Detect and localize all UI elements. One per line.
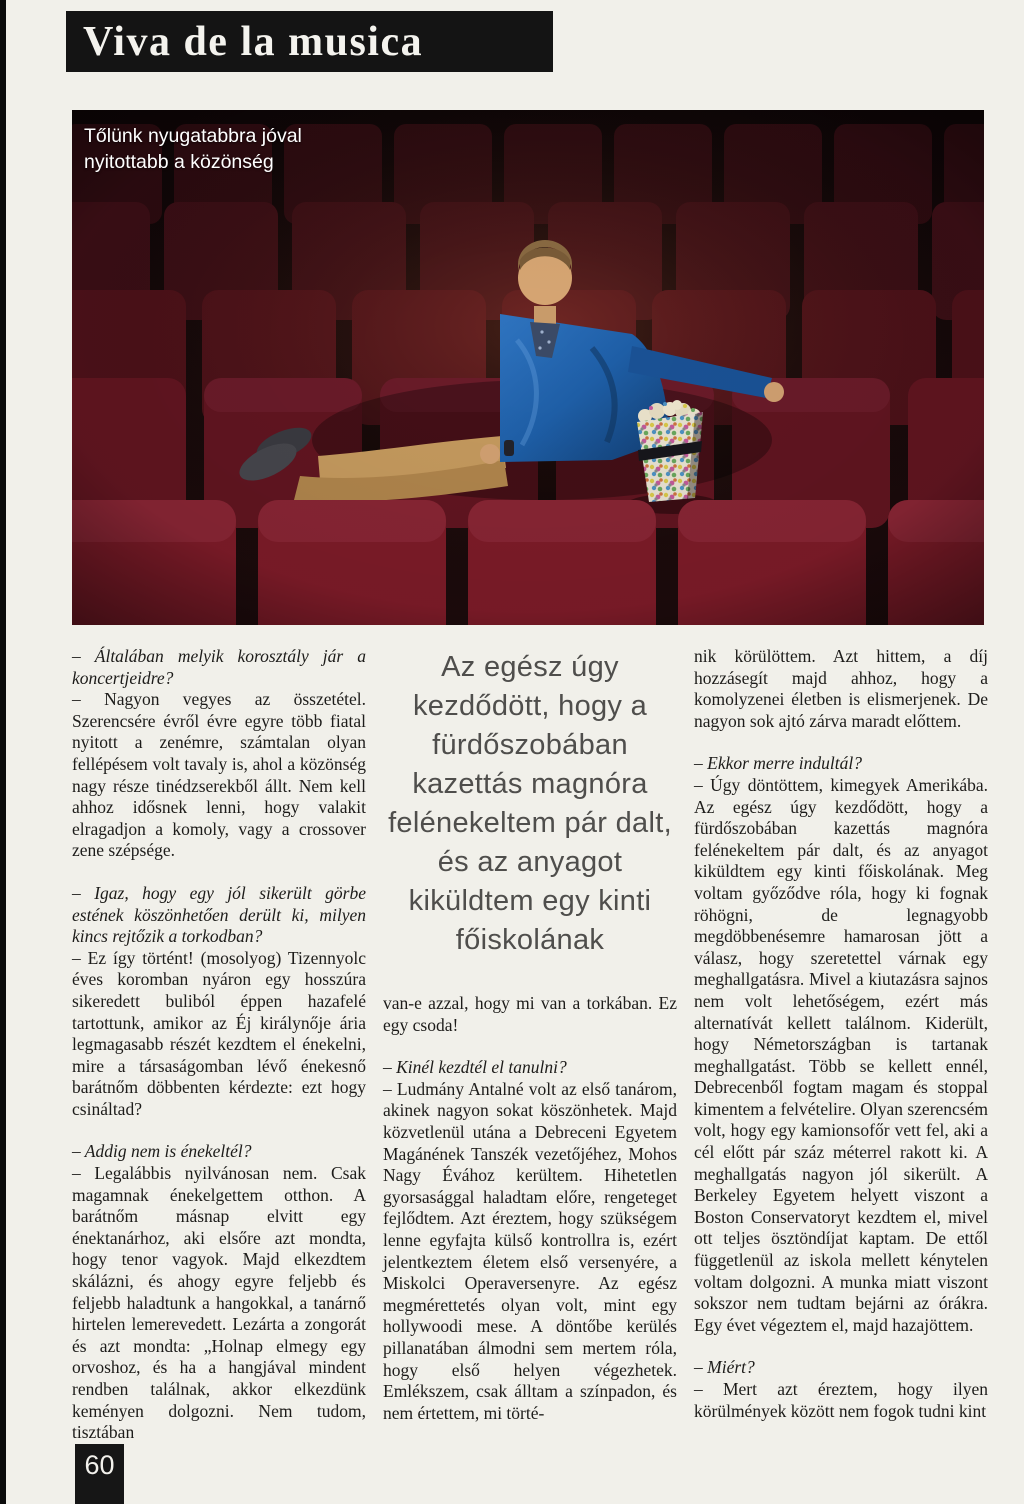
interview-answer: nik körülöttem. Azt hittem, a díj hozzásegít majd ahhoz, hogy a komolyzenei életben is elismerjenek. De nagyon sok ajtó zárva maradt előttem. — [694, 646, 988, 731]
interview-answer: – Ludmány Antalné volt az első tanárom, akinek nagyon sokat köszönhetek. Majd közvetlenül utána a Debreceni Egyetem Magánének Tanszék vezetőjéhez, Mohos Nagy Évához kerültem. Hihetetlen gyorsasággal haladtam előre, rengeteget fejlődtem. Azt éreztem, hogy szükségem lenne egyfajta külső kontrollra is, ezért jelentkeztem életem első versenyére, a Miskolci Operaversenyre. Az egész megmérettetés olyan volt, mint egy hollywoodi mese. A döntőbe kerülés pillanatában álmodni sem mertem róla, hogy első helyen végezhetek. Emlékszem, csak álltam a színpadon, és nem értettem, mi törté- — [383, 1078, 677, 1423]
caption-line-2: nyitottabb a közönség — [84, 151, 274, 173]
column-3 — [694, 646, 988, 1444]
interview-answer: – Ez így történt! (mosolyog) Tizennyolc éves koromban nyáron egy hosszúra sikeredett buliból éppen hazafelé tartottunk, amikor az Éj királynője ária legmagasabb részét kezdtem el énekelni, mire a társaságomban lévő énekesnő barátnőm döbbenten kérdezte: ezt hogy csináltad? — [72, 947, 366, 1119]
theatre-photo-illustration — [72, 110, 984, 625]
column-2 — [383, 646, 677, 1444]
interview-answer: – Legalábbis nyilvánosan nem. Csak magamnak énekelgettem otthon. A barátnőm másnap elvitt egy énektanárhoz, aki elsőre azt mondta, hogy tenor vagyok. Majd elkezdtem skálázni, és ahogy egyre feljebb és feljebb haladtunk a hangokkal, a tanárnő hirtelen lemerevedett. Lezárta a zongorát és azt mondta: „Holnap elmegy egy orvoshoz, és ha a hangjával mindent rendben találnak, akkor elkezdünk keményen dolgozni. Nem tudom, tisztában — [72, 1163, 366, 1443]
section-title: Viva de la musica — [83, 18, 424, 65]
interview-question: – Általában melyik korosztály jár a koncertjeidre? — [72, 646, 366, 688]
section-header-bar — [66, 11, 553, 72]
interview-answer: – Nagyon vegyes az összetétel. Szerencsére évről évre egyre több fiatal nyitott a zenémre, számtalan olyan fellépésem volt tavaly is, ahol a közönség nagy része tinédzserekből állt. Nem kell ahhoz idősnek lenni, hogy valakit elragadjon a komoly, vagy a crossover zene szépsége. — [72, 689, 366, 861]
interview-answer: van-e azzal, hogy mi van a torkában. Ez egy csoda! — [383, 993, 677, 1035]
caption-line-1: Tőlünk nyugatabbra jóval — [84, 125, 302, 147]
pull-quote: Az egész úgy kezdődött, hogy a fürdőszobában kazettás magnóra felénekeltem pár dalt, és az anyagot kiküldtem egy kinti főiskolának — [388, 651, 672, 956]
interview-answer: – Úgy döntöttem, kimegyek Amerikába. Az egész úgy kezdődött, hogy a fürdőszobában kazettás magnóra felénekeltem pár dalt, és az anyagot kiküldtem egy kinti főiskolának. Meg voltam győződve róla, hogy ki fognak röhögni, de legnagyobb megdöbbenésemre hamarosan jött a válasz, hogy szeretettel várnak egy meghallgatásra. Mivel a kiutazásra sajnos nem volt lehetőségem, ezért más alternatívát kellett találnom. Kiderült, hogy Németországban is tartanak meghallgatást. Több se kellett ennél, Debrecenből fogtam magam és stoppal kimentem a felvételire. Olyan szerencsém volt, hogy egy kamionsofőr vett fel, aki a cél előtt pár száz méterrel rakott ki. A meghallgatás nagyon jól sikerült. A Berkeley Egyetem helyett viszont a Boston Conservatoryt kezdtem el, mivel ott teljes ösztöndíjat kaptam. De ettől függetlenül az iskola mellett kénytelen voltam dolgozni. A munka miatt viszont sokszor nem tudtam bejárni az órákra. Egy évet végeztem el, majd hazajöttem. — [694, 774, 988, 1335]
page-number: 60 — [84, 1450, 115, 1480]
interview-question: – Addig nem is énekeltél? — [72, 1141, 252, 1162]
interview-answer: – Mert azt éreztem, hogy ilyen körülmények között nem fogok tudni kint — [694, 1379, 988, 1421]
interview-question: – Kinél kezdtél el tanulni? — [383, 1057, 567, 1078]
column-1 — [72, 646, 366, 1444]
page-number-box — [75, 1444, 124, 1504]
article-columns — [72, 646, 988, 1444]
theatre-photo — [72, 110, 984, 625]
scan-edge-strip — [0, 0, 6, 1504]
interview-question: – Igaz, hogy egy jól sikerült görbe estének köszönhetően derült ki, milyen kincs rejtőzik a torkodban? — [72, 882, 366, 947]
photo-caption — [84, 123, 302, 175]
interview-question: – Ekkor merre indultál? — [694, 753, 863, 774]
interview-question: – Miért? — [694, 1357, 755, 1378]
